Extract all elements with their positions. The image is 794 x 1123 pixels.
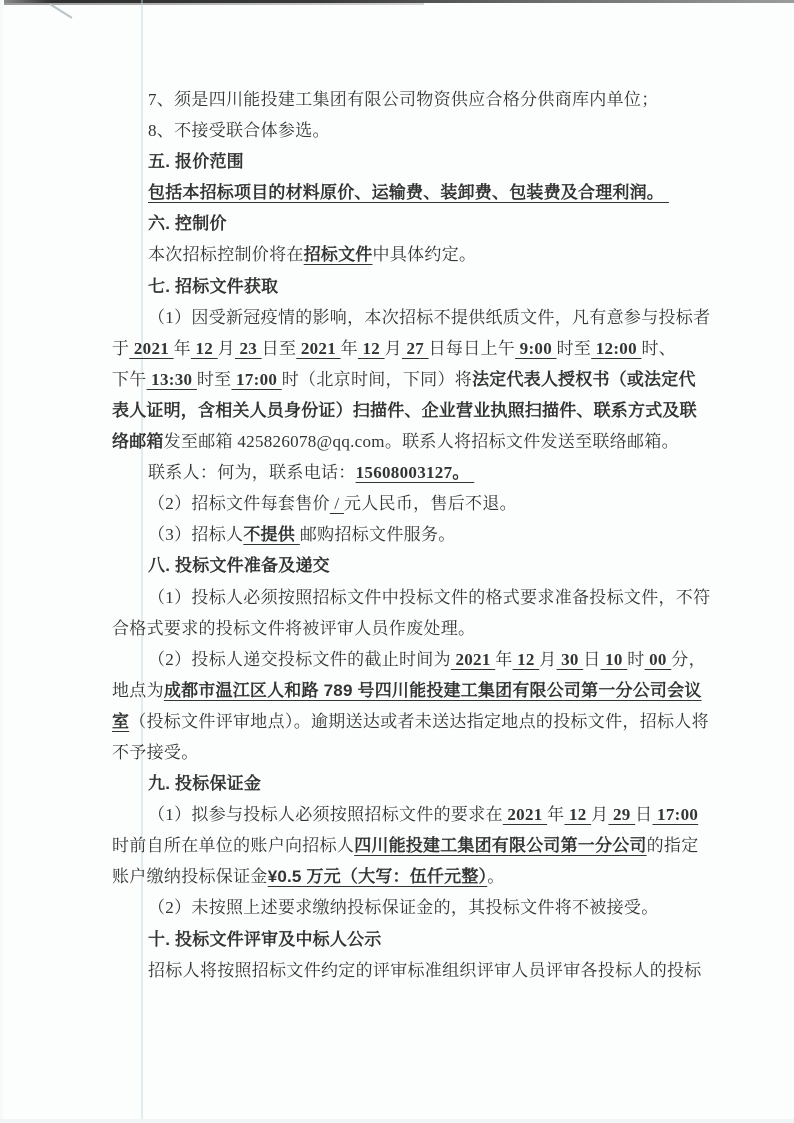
text-line: （2）投标人递交投标文件的截止时间为 2021 年 12 月 30 日 10 时 00 分， [148, 649, 706, 669]
text-line: 下午 13:30 时至 17:00 时（北京时间，下同）将法定代表人授权书（或法定代 [112, 369, 696, 389]
text-line: 7、须是四川能投建工集团有限公司物资供应合格分供商库内单位； [148, 90, 659, 109]
text-line: （1）因受新冠疫情的影响，本次招标不提供纸质文件，凡有意参与投标者 [148, 307, 711, 327]
text-line: （3）招标人不提供 邮购招标文件服务。 [148, 525, 456, 545]
text-line: 包括本招标项目的材料原价、运输费、装卸费、包装费及合理利润。 [148, 183, 669, 203]
text-line: （2）招标文件每套售价 / 元人民币，售后不退。 [148, 494, 517, 514]
text-line: （2）未按照上述要求缴纳投标保证金的，其投标文件将不被接受。 [148, 898, 659, 918]
text-line: 室（投标文件评审地点）。逾期送达或者未送达指定地点的投标文件，招标人将 [112, 711, 709, 731]
text-line: 8、不接受联合体参选。 [148, 121, 330, 141]
text-line: 络邮箱发至邮箱 425826078@qq.com。联系人将招标文件发送至联络邮箱。 [112, 432, 679, 452]
scan-scratch-mark [50, 3, 73, 18]
section-heading: 七. 招标文件获取 [148, 276, 279, 296]
text-line: 账户缴纳投标保证金¥0.5 万元（大写：伍仟元整）。 [112, 867, 505, 887]
scan-edge-top-shadow [4, 3, 424, 5]
text-line: 时前自所在单位的账户向招标人四川能投建工集团有限公司第一分公司的指定 [112, 836, 699, 856]
text-line: 合格式要求的投标文件将被评审人员作废处理。 [112, 618, 476, 638]
text-line: 联系人：何为，联系电话：15608003127。 [148, 463, 475, 483]
section-heading: 五. 报价范围 [148, 152, 244, 172]
text-line: 招标人将按照招标文件约定的评审标准组织评审人员评审各投标人的投标 [148, 960, 702, 980]
section-heading: 六. 控制价 [148, 214, 227, 234]
document-body [112, 84, 712, 986]
section-heading: 八. 投标文件准备及递交 [148, 556, 330, 576]
text-line: 本次招标控制价将在招标文件中具体约定。 [148, 245, 477, 265]
scan-edge-left [0, 0, 3, 1123]
section-heading: 十. 投标文件评审及中标人公示 [148, 929, 382, 949]
text-line: （1）投标人必须按照招标文件中投标文件的格式要求准备投标文件，不符 [148, 587, 711, 607]
section-heading: 九. 投标保证金 [148, 774, 262, 794]
text-line: 于 2021 年 12 月 23 日至 2021 年 12 月 27 日每日上午 9:00 时至 12:00 时、 [112, 338, 677, 358]
text-line: 地点为成都市温江区人和路 789 号四川能投建工集团有限公司第一分公司会议 [112, 680, 702, 700]
text-line: 不予接受。 [112, 742, 199, 762]
text-line: （1）拟参与投标人必须按照招标文件的要求在 2021 年 12 月 29 日 17:00 [148, 805, 699, 825]
scan-edge-bottom [0, 1119, 794, 1123]
text-line: 表人证明，含相关人员身份证）扫描件、企业营业执照扫描件、联系方式及联 [112, 400, 697, 420]
